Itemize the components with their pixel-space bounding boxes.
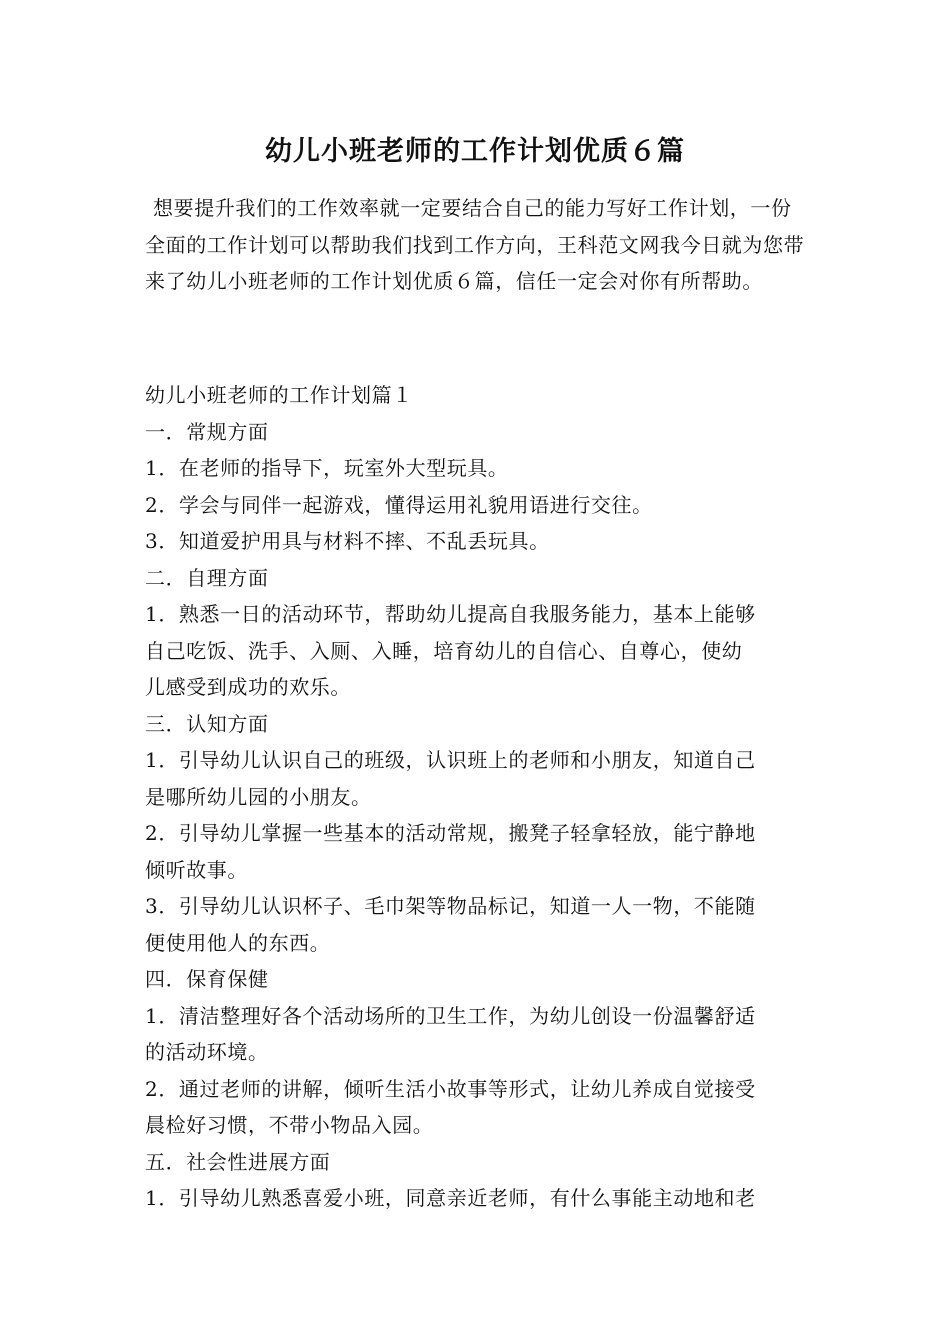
subsection-heading: 四．保育保健 xyxy=(145,967,269,991)
intro-paragraph: 想要提升我们的工作效率就一定要结合自己的能力写好工作计划，一份全面的工作计划可以帮助我们找到工作方向，王科范文网我今日就为您带来了幼儿小班老师的工作计划优质６篇，信任一定会对你有所帮助。 xyxy=(145,196,805,293)
body-line: 1．引导幼儿认识自己的班级，认识班上的老师和小朋友，知道自己 xyxy=(145,748,756,772)
body-line: 1．在老师的指导下，玩室外大型玩具。 xyxy=(145,456,509,480)
body-line: 1．引导幼儿熟悉喜爱小班，同意亲近老师，有什么事能主动地和老 xyxy=(145,1186,756,1210)
document-title: 幼儿小班老师的工作计划优质６篇 xyxy=(265,136,685,167)
body-line: 1．熟悉一日的活动环节，帮助幼儿提高自我服务能力，基本上能够 xyxy=(145,602,756,626)
subsection-heading: 五．社会性进展方面 xyxy=(145,1149,331,1174)
body-line: 的活动环境。 xyxy=(145,1040,269,1064)
subsection-heading: 一．常规方面 xyxy=(145,419,269,444)
body-line: 晨检好习惯，不带小物品入园。 xyxy=(145,1113,434,1137)
body-line: 便使用他人的东西。 xyxy=(145,930,331,955)
body-line: 1．清洁整理好各个活动场所的卫生工作，为幼儿创设一份温馨舒适 xyxy=(145,1003,756,1028)
body-line: 2．学会与同伴一起游戏，懂得运用礼貌用语进行交往。 xyxy=(145,492,653,517)
subsection-heading: 三．认知方面 xyxy=(145,711,269,736)
body-line: 3．引导幼儿认识杯子、毛巾架等物品标记，知道一人一物，不能随 xyxy=(145,894,756,918)
section-heading: 幼儿小班老师的工作计划篇１ xyxy=(145,383,413,407)
document-body xyxy=(145,377,809,1217)
body-line: 倾听故事。 xyxy=(145,857,248,882)
body-line: 是哪所幼儿园的小朋友。 xyxy=(145,784,372,809)
body-line: 2．引导幼儿掌握一些基本的活动常规，搬凳子轻拿轻放，能宁静地 xyxy=(145,821,756,845)
body-line: 儿感受到成功的欢乐。 xyxy=(145,675,351,699)
subsection-heading: 二．自理方面 xyxy=(145,565,269,590)
body-line: 自己吃饭、洗手、入厕、入睡，培育幼儿的自信心、自尊心，使幼 xyxy=(145,638,743,663)
body-line: 2．通过老师的讲解，倾听生活小故事等形式，让幼儿养成自觉接受 xyxy=(145,1076,756,1101)
body-line: 3．知道爱护用具与材料不摔、不乱丢玩具。 xyxy=(145,529,550,553)
